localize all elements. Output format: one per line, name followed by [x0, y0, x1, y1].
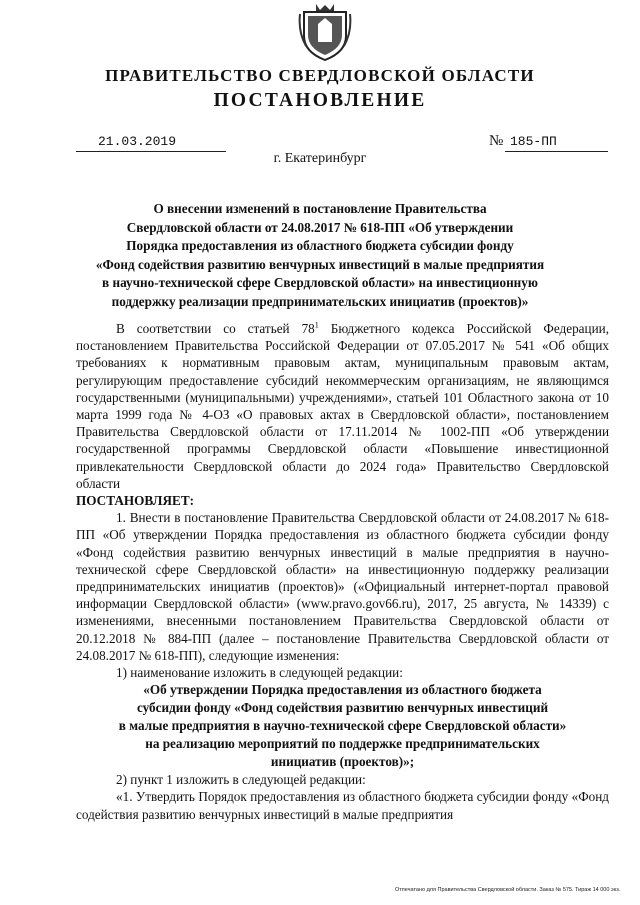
quote-line: на реализацию мероприятий по поддержке предпринимательских: [145, 736, 540, 752]
preamble: В соответствии со статьей $78^1$ Бюджетного кодекса Российской Федерации, постановлением Правительства Российской Федерации от 07.05.2017 № 541 «Об общих требованиях к нормативным правовым актам, муниципальным правовым актам, регулирующим предоставление субсидий некоммерческим организациям, не являющимся государственными (муниципальными) учреждениями», статьей 101 Областного закона от 10 марта 1999 года № 4-ОЗ «О правовых актах в Свердловской области», постановлением Правительства Свердловской области от 17.11.2014 № 1002-ПП «Об утверждении государственной программы Свердловской области «Повышение инвестиционной привлекательности Свердловской области до 2024 года» Правительство Свердловской области: [76, 320, 609, 491]
superscript: 1: [314, 320, 319, 330]
title-line: в научно-технической сфере Свердловской области» на инвестиционную: [102, 275, 538, 290]
title-line: Свердловской области от 24.08.2017 № 618-ПП «Об утверждении: [126, 219, 514, 235]
city: г. Екатеринбург: [273, 151, 367, 166]
number-sign: №: [489, 133, 504, 149]
quote-line: «Об утверждении Порядка предоставления из областного бюджета: [143, 682, 542, 698]
title-line: поддержку реализации предпринимательских инициатив (проектов)»: [111, 293, 529, 309]
new-title-quote: [76, 681, 609, 771]
decree-title: [60, 200, 580, 311]
sverdlovsk-coat-of-arms-icon: [298, 2, 352, 62]
quote-line: инициатив (проектов)»;: [270, 754, 415, 770]
new-item-1: «1. Утвердить Порядок предоставления из областного бюджета субсидии фонду «Фонд содействия развитию венчурных инвестиций в малые предприятия: [76, 789, 609, 822]
sub-item-1: 1) наименование изложить в следующей редакции:: [116, 665, 403, 681]
sub-item-2: 2) пункт 1 изложить в следующей редакции:: [116, 772, 366, 788]
decree-number: 185-ПП: [505, 134, 608, 152]
government-name: ПРАВИТЕЛЬСТВО СВЕРДЛОВСКОЙ ОБЛАСТИ: [105, 66, 535, 85]
quote-line: субсидии фонду «Фонд содействия развитию венчурных инвестиций: [136, 700, 549, 716]
title-line: О внесении изменений в постановление Правительства: [153, 201, 487, 216]
title-line: Порядка предоставления из областного бюджета субсидии фонду: [126, 238, 514, 253]
print-footer: Отпечатано для Правительства Свердловской области. Заказ № 575. Тираж 14 000 экз.: [395, 887, 621, 893]
decree-date: 21.03.2019: [76, 134, 226, 152]
title-line: «Фонд содействия развитию венчурных инвестиций в малые предприятия: [95, 256, 545, 272]
decree-body: [76, 320, 609, 823]
resolves-heading: ПОСТАНОВЛЯЕТ:: [76, 493, 195, 509]
item-1: 1. Внести в постановление Правительства Свердловской области от 24.08.2017 № 618-ПП «Об утверждении Порядка предоставления из областного бюджета субсидии фонду «Фонд содействия развитию венчурных инвестиций в малые предприятия в научно-технической сфере Свердловской области» на инвестиционную поддержку реализации предпринимательских инициатив (проектов)» («Официальный интернет-портал правовой информации Свердловской области» (www.pravo.gov66.ru), 2017, 25 августа, № 14339) с изменениями, внесенными постановлением Правительства Свердловской области от 20.12.2018 № 884-ПП (далее – постановление Правительства Свердловской области от 24.08.2017 № 618-ПП), следующие изменения:: [76, 510, 609, 663]
quote-line: в малые предприятия в научно-технической сфере Свердловской области»: [118, 718, 567, 734]
document-type: ПОСТАНОВЛЕНИЕ: [213, 90, 427, 111]
